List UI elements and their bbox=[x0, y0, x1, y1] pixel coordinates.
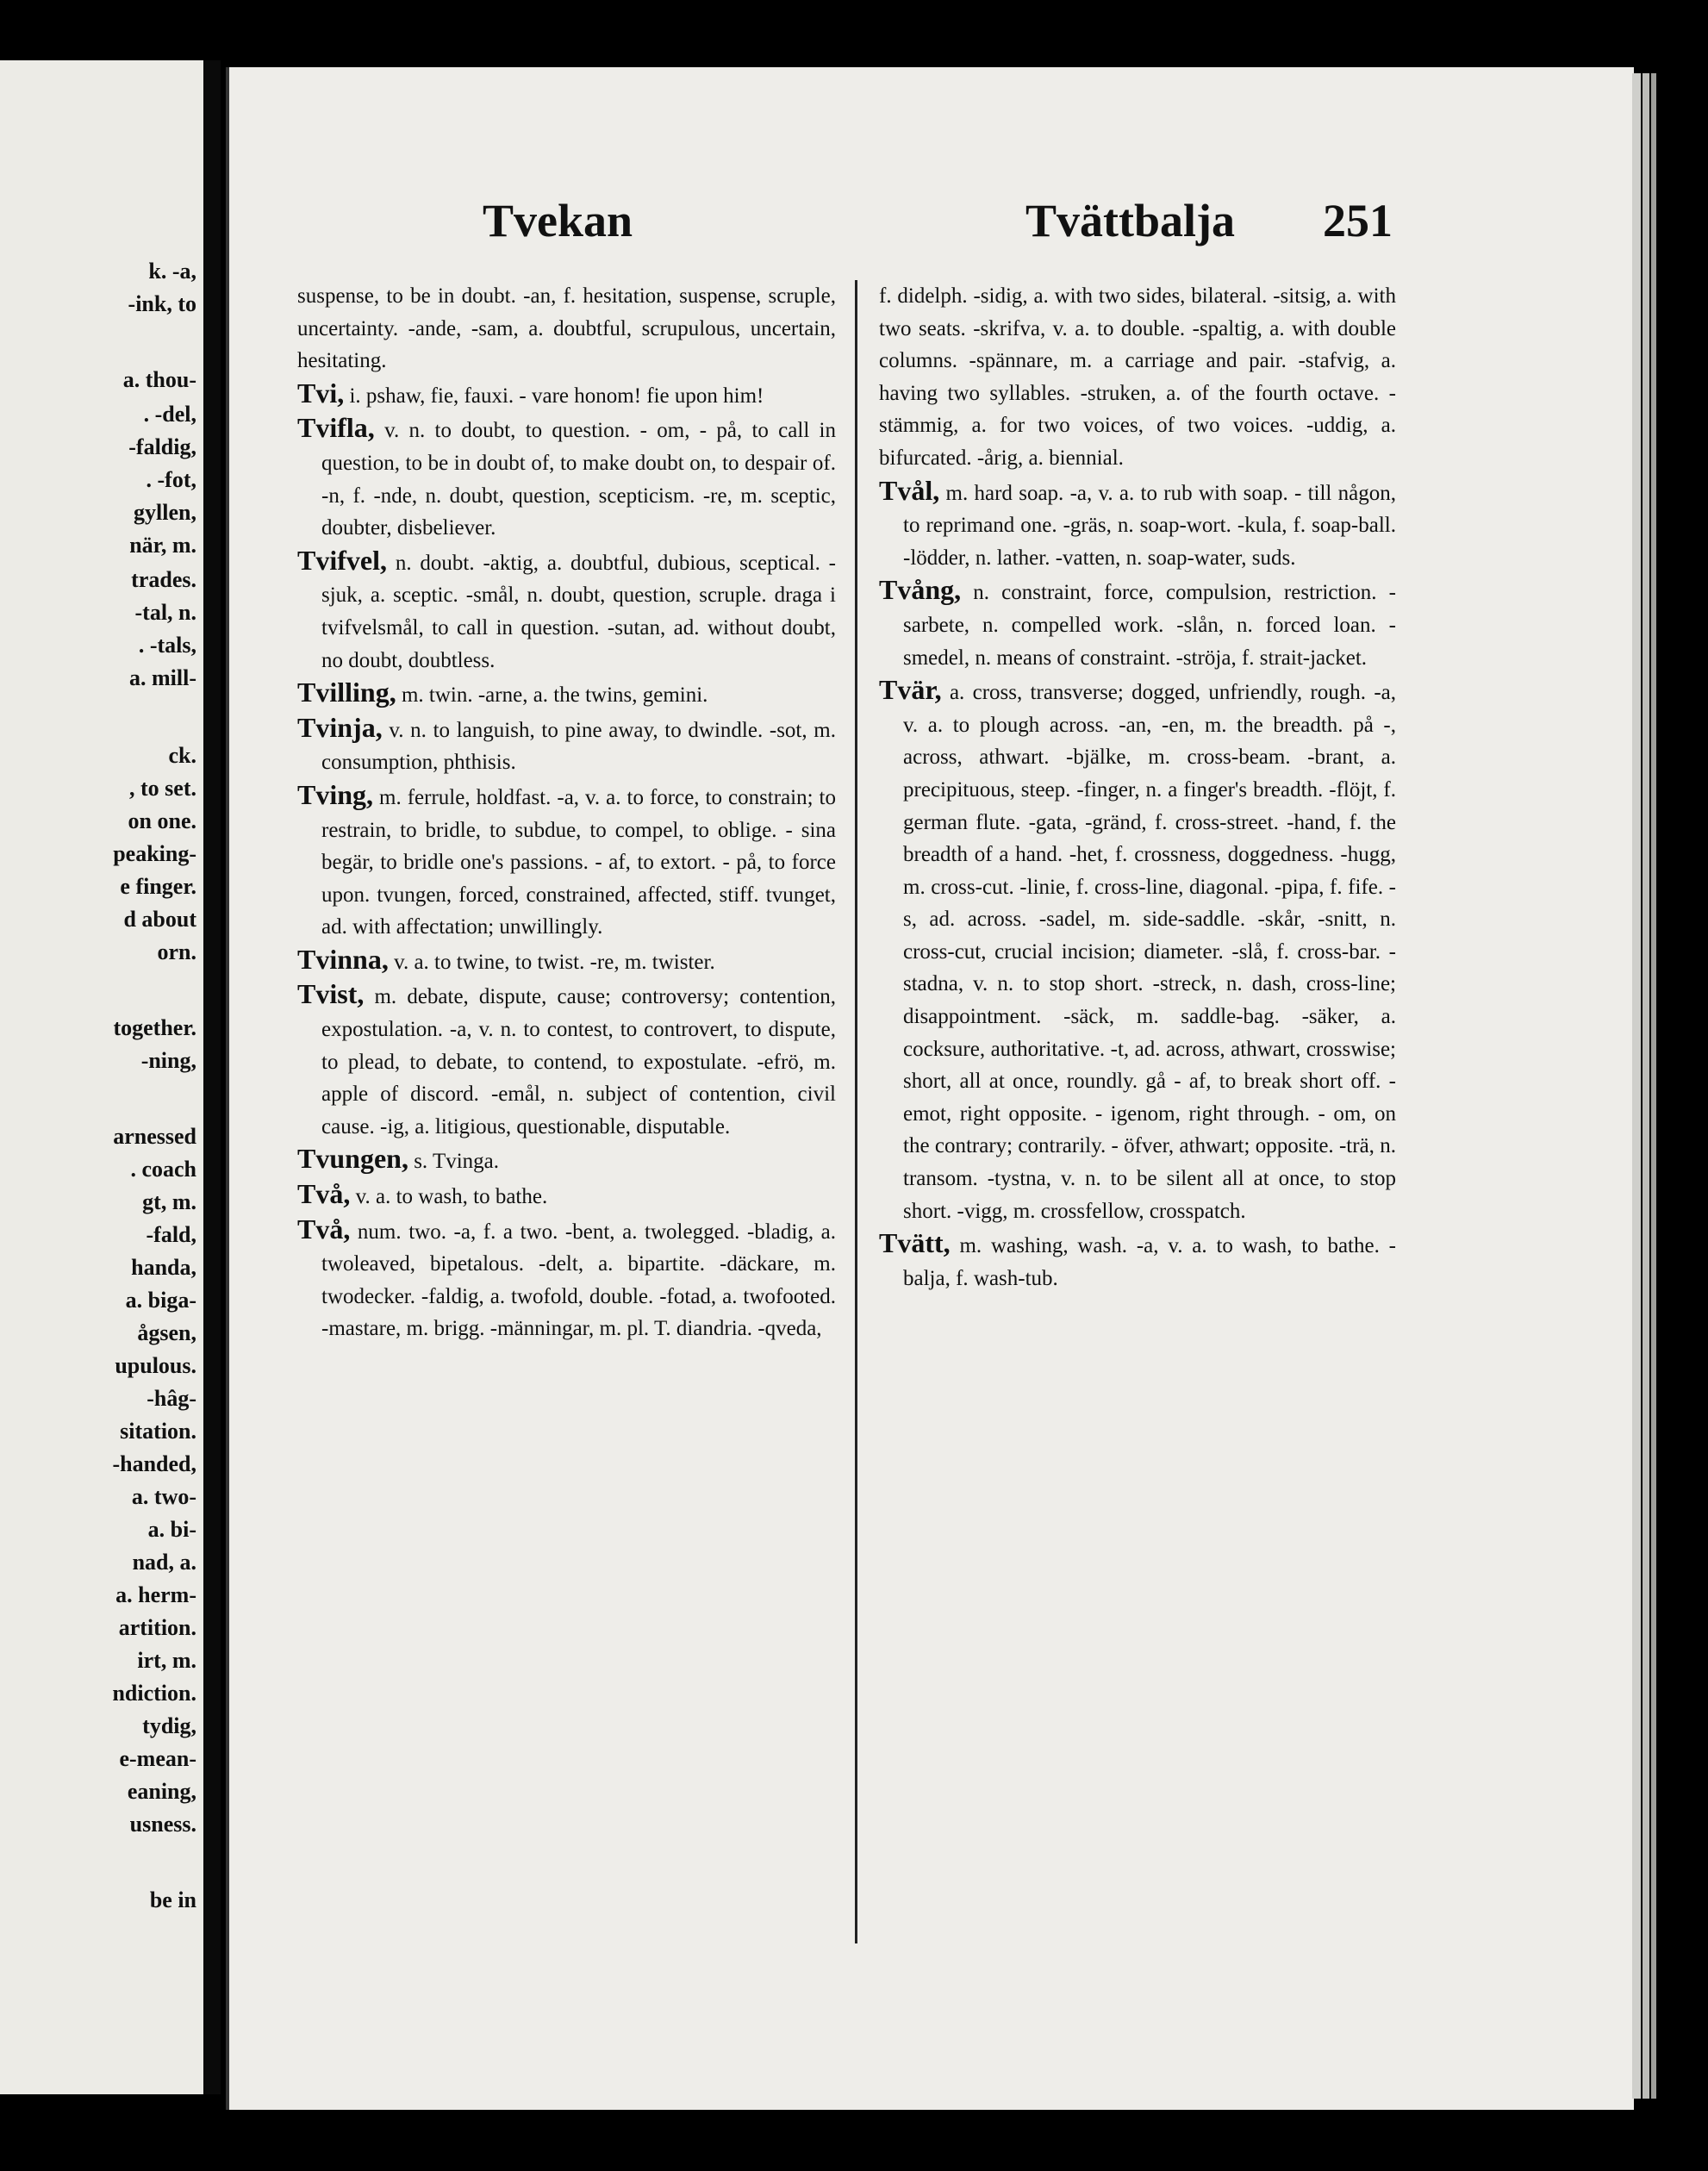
facing-page-line: eaning, bbox=[127, 1779, 196, 1804]
facing-page-line: när, m. bbox=[129, 533, 196, 558]
facing-page-line: . -del, bbox=[143, 402, 196, 427]
facing-page-line: gyllen, bbox=[134, 500, 196, 525]
dictionary-entry bbox=[879, 280, 1396, 475]
headword: Tvist, bbox=[297, 978, 365, 1010]
definition-text: m. ferrule, holdfast. -a, v. a. to force, to constrain; to restrain, to bridle, to subdue, to compel, to oblige. - sina begär, to bridle one's passions. - af, to extort. - på, to force upon. tvungen, forced, constrained, affected, stiff. tvunget, ad. with affectation; unwillingly. bbox=[321, 785, 836, 939]
definition-text: s. Tvinga. bbox=[414, 1150, 500, 1174]
facing-page-line: trades. bbox=[131, 567, 196, 592]
running-head-right: Tvättbalja bbox=[1025, 195, 1235, 246]
facing-page-line: handa, bbox=[131, 1255, 196, 1280]
definition-text: n. constraint, force, compulsion, restriction. -sarbete, n. compelled work. -slån, n. forced loan. -smedel, n. means of constraint. -ströja, f. strait-jacket. bbox=[903, 581, 1396, 670]
definition-text: a. cross, transverse; dogged, unfriendly, rough. -a, v. a. to plough across. -an, -en, m. the breadth. på -, across, athwart. -bjälke, m. cross-beam. -brant, a. precipituous, steep. -finger, n. a finger's breadth. -flöjt, f. german flute. -gata, -gränd, f. cross-street. -hand, f. the breadth of a hand. -het, f. crossness, doggedness. -hugg, m. cross-cut. -linie, f. cross-line, diagonal. -pipa, f. fife. -s, ad. across. -sadel, m. side-saddle. -skår, -snitt, n. cross-cut, crucial incision; diameter. -slå, f. cross-bar. -stadna, v. n. to stop short. -streck, n. dash, cross-line; disappointment. -säck, m. saddle-bag. -säker, a. cocksure, authoritative. -t, ad. across, athwart, crosswise; short, all at once, roundly. gå - af, to break short off. - emot, right opposite. - igenom, right through. - om, on the contrary; contrarily. - öfver, athwart; opposite. -trä, n. transom. -tystna, v. n. to be silent all at once, to stop short. -vigg, m. crossfellow, crosspatch. bbox=[903, 681, 1397, 1223]
dictionary-entry bbox=[297, 377, 836, 413]
facing-page bbox=[0, 60, 207, 2094]
facing-page-line: a. two- bbox=[131, 1484, 196, 1509]
headword: Tvifla, bbox=[297, 412, 375, 444]
facing-page-line: -ink, to bbox=[128, 291, 196, 316]
facing-page-line: -ning, bbox=[140, 1048, 196, 1073]
facing-page-line: -handed, bbox=[112, 1451, 196, 1476]
definition-text: v. a. to wash, to bathe. bbox=[355, 1185, 548, 1209]
dictionary-entry bbox=[879, 1227, 1396, 1294]
headword: Tvifvel, bbox=[297, 544, 387, 576]
headword: Tvinna, bbox=[297, 943, 389, 975]
dictionary-entry bbox=[879, 674, 1396, 1227]
headword: Tvål, bbox=[879, 474, 940, 506]
column-left bbox=[297, 280, 836, 1345]
headword: Tvi, bbox=[297, 377, 345, 409]
definition-text: v. n. to languish, to pine away, to dwindle. -sot, m. consumption, phthisis. bbox=[321, 718, 836, 775]
definition-text: i. pshaw, fie, fauxi. - vare honom! fie upon him! bbox=[349, 384, 764, 408]
headword: Tvilling, bbox=[297, 677, 396, 708]
definition-text: v. n. to doubt, to question. - om, - på, to call in question, to be in doubt of, to make doubt on, to despair of. -n, f. -nde, n. doubt, question, scepticism. -re, m. sceptic, doubter, disbeliever. bbox=[321, 419, 836, 540]
headword: Tvungen, bbox=[297, 1143, 408, 1175]
facing-page-line: orn. bbox=[157, 939, 196, 964]
dictionary-entry bbox=[297, 1213, 836, 1345]
headword: Två, bbox=[297, 1178, 351, 1210]
running-head-left: Tvekan bbox=[483, 195, 633, 246]
definition-text: f. didelph. -sidig, a. with two sides, bilateral. -sitsig, a. with two seats. -skrifva, v. a. to double. -spaltig, a. with double columns. -spännare, m. a carriage and pair. -stafvig, a. having two syllables. -struken, a. of the fourth octave. -stämmig, a. for two voices, of two voices. -uddig, a. bifurcated. -årig, a. biennial. bbox=[879, 284, 1396, 470]
facing-page-line: upulous. bbox=[115, 1353, 196, 1378]
facing-page-line: irt, m. bbox=[137, 1648, 196, 1673]
facing-page-line: a. thou- bbox=[122, 367, 196, 392]
dictionary-entry bbox=[297, 712, 836, 779]
facing-page-line: , to set. bbox=[129, 776, 196, 801]
facing-page-line: e-mean- bbox=[119, 1746, 196, 1771]
facing-page-line: k. -a, bbox=[148, 259, 196, 284]
dictionary-entry bbox=[879, 475, 1396, 575]
headword: Tvär, bbox=[879, 674, 942, 706]
column-rule bbox=[855, 280, 857, 1943]
page-edge bbox=[1643, 73, 1649, 2099]
headword: Tvätt, bbox=[879, 1227, 951, 1259]
facing-page-line: nad, a. bbox=[132, 1550, 196, 1575]
headword: Två, bbox=[297, 1213, 351, 1245]
headword: Tvinja, bbox=[297, 711, 383, 743]
definition-text: n. doubt. -aktig, a. doubtful, dubious, sceptical. -sjuk, a. sceptic. -smål, n. doubt, question, scruple. draga i tvifvelsmål, to call in question. -sutan, ad. without doubt, no doubt, doubtless. bbox=[321, 551, 836, 672]
dictionary-entry bbox=[297, 1143, 836, 1178]
facing-page-line: gt, m. bbox=[142, 1189, 196, 1214]
facing-page-line: sitation. bbox=[120, 1419, 196, 1444]
facing-page-line: ndiction. bbox=[112, 1681, 196, 1706]
dictionary-entry bbox=[297, 412, 836, 544]
facing-page-line: a. bi- bbox=[147, 1517, 196, 1542]
facing-page-line: be in bbox=[149, 1887, 196, 1912]
facing-page-line: a. biga- bbox=[125, 1288, 196, 1313]
definition-text: m. washing, wash. -a, v. a. to wash, to bathe. -balja, f. wash-tub. bbox=[903, 1234, 1397, 1290]
facing-page-line: d about bbox=[123, 907, 196, 932]
headword: Tving, bbox=[297, 778, 374, 810]
facing-page-line: -faldig, bbox=[128, 434, 196, 459]
definition-text: num. two. -a, f. a two. -bent, a. twolegged. -bladig, a. twoleaved, bipetalous. -delt, a. bipartite. -däckare, m. twodecker. -faldig, a. twofold, double. -fotad, a. twofooted. -mastare, m. brigg. -männingar, m. pl. T. diandria. -qveda, bbox=[321, 1220, 836, 1341]
facing-page-line: -fald, bbox=[146, 1222, 196, 1247]
facing-page-line: usness. bbox=[129, 1812, 196, 1837]
facing-page-line: tydig, bbox=[142, 1713, 196, 1738]
facing-page-line: . -fot, bbox=[146, 467, 196, 492]
dictionary-entry bbox=[297, 978, 836, 1143]
dictionary-entry bbox=[297, 677, 836, 712]
facing-page-line: . coach bbox=[130, 1157, 196, 1182]
definition-text: m. hard soap. -a, v. a. to rub with soap. - till någon, to reprimand one. -gräs, n. soap-wort. -kula, f. soap-ball. -lödder, n. lather. -vatten, n. soap-water, suds. bbox=[903, 481, 1397, 570]
facing-page-line: a. herm- bbox=[115, 1582, 196, 1607]
column-right bbox=[879, 280, 1396, 1294]
facing-page-line: peaking- bbox=[113, 841, 196, 866]
facing-page-line: together. bbox=[113, 1015, 196, 1040]
facing-page-line: -hâg- bbox=[146, 1386, 196, 1411]
page-number: 251 bbox=[1323, 195, 1393, 246]
headword: Tvång, bbox=[879, 574, 962, 606]
facing-page-line: on one. bbox=[128, 808, 196, 833]
facing-page-line: ck. bbox=[168, 743, 196, 768]
page-edge bbox=[1651, 73, 1656, 2099]
definition-text: v. a. to twine, to twist. -re, m. twister. bbox=[394, 950, 715, 974]
page-edge bbox=[1632, 73, 1641, 2099]
dictionary-entry bbox=[297, 944, 836, 979]
dictionary-entry bbox=[879, 574, 1396, 674]
book-gutter bbox=[203, 60, 221, 2094]
facing-page-line: a. mill- bbox=[129, 665, 196, 690]
facing-page-line: ågsen, bbox=[137, 1320, 196, 1345]
dictionary-entry bbox=[297, 779, 836, 944]
dictionary-entry bbox=[297, 545, 836, 677]
dictionary-entry bbox=[297, 280, 836, 377]
definition-text: suspense, to be in doubt. -an, f. hesitation, suspense, scruple, uncertainty. -ande, -sam, a. doubtful, scrupulous, uncertain, hesitating. bbox=[297, 284, 836, 373]
facing-page-line: . -tals, bbox=[138, 633, 196, 658]
facing-page-line: artition. bbox=[118, 1615, 196, 1640]
facing-page-line: e finger. bbox=[120, 874, 196, 899]
facing-page-line: -tal, n. bbox=[134, 600, 196, 625]
dictionary-entry bbox=[297, 1178, 836, 1213]
definition-text: m. debate, dispute, cause; controversy; contention, expostulation. -a, v. n. to contest, to controvert, to dispute, to plead, to debate, to contend, to expostulate. -efrö, m. apple of discord. -emål, n. subject of contention, civil cause. -ig, a. litigious, questionable, disputable. bbox=[321, 985, 837, 1139]
facing-page-line: arnessed bbox=[113, 1124, 196, 1149]
definition-text: m. twin. -arne, a. the twins, gemini. bbox=[401, 683, 708, 708]
